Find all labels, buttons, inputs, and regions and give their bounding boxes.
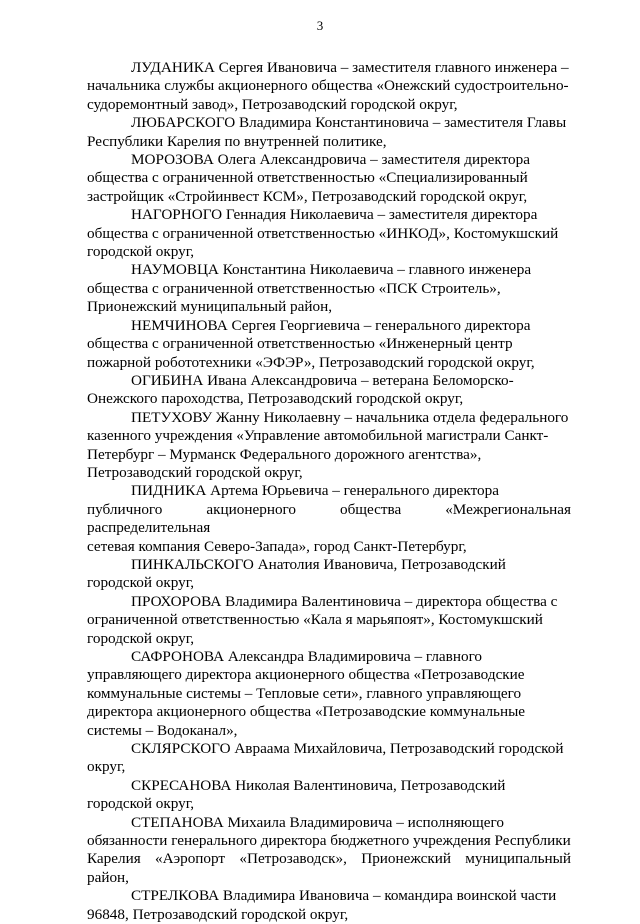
award-entry-pidnik: ПИДНИКА Артема Юрьевича – генерального директора публичного акционерного общества «Межрегиональная распределительная сетевая компания Северо-Запада», город Санкт-Петербург, xyxy=(87,482,571,555)
award-entry-pinkalsky: ПИНКАЛЬСКОГО Анатолия Ивановича, Петрозаводский городской округ, xyxy=(87,555,506,592)
award-entry-skresanov: СКРЕСАНОВА Николая Валентиновича, Петрозаводский городской округ, xyxy=(87,776,506,813)
award-entry-nagorny: НАГОРНОГО Геннадия Николаевича – заместителя директора общества с ограниченной ответственностью «ИНКОД», Костомукшский городской округ, xyxy=(87,206,559,261)
award-entry-nemchinov: НЕМЧИНОВА Сергея Георгиевича – генерального директора общества с ограниченной ответственностью «Инженерный центр пожарной робототехники «ЭФЭР», Петрозаводский городской округ, xyxy=(87,316,535,371)
page-number: 3 xyxy=(316,18,324,33)
award-entry-sklyarsky: СКЛЯРСКОГО Авраама Михайловича, Петрозаводский городской округ, xyxy=(87,740,564,776)
award-entry-strelkov: СТРЕЛКОВА Владимира Ивановича – командира воинской части 96848, Петрозаводский городской округ, xyxy=(87,887,557,923)
award-entry-morozov: МОРОЗОВА Олега Александровича – заместителя директора общества с ограниченной ответственностью «Специализированный застройщик «Стройинвест КСМ», Петрозаводский городской округ, xyxy=(87,151,530,205)
document-body xyxy=(87,59,571,924)
award-entry-prokhorov: ПРОХОРОВА Владимира Валентиновича – директора общества с ограниченной ответственностью «Кала я марьяпоят», Костомукшский городской округ, xyxy=(87,592,558,647)
award-entry-stepanov: СТЕПАНОВА Михаила Владимировича – исполняющего обязанности генерального директора бюджетного учреждения Республики Карелия «Аэропорт «Петрозаводск», Прионежский муниципальный район, xyxy=(87,813,571,886)
award-entry-luldanika: ЛУДАНИКА Сергея Ивановича – заместителя главного инженера – начальника службы акционерного общества «Онежский судостроительно- судоремонтный завод», Петрозаводский городской округ, xyxy=(87,59,569,113)
award-entry-petukhova: ПЕТУХОВУ Жанну Николаевну – начальника отдела федерального казенного учреждения «Управление автомобильной магистрали Санкт- Петербург – Мурманск Федерального дорожного агентства», Петрозаводский городской округ, xyxy=(87,408,569,481)
award-entry-ogibin: ОГИБИНА Ивана Александровича – ветерана Беломорско- Онежского пароходства, Петрозаводский городской округ, xyxy=(87,371,514,408)
award-entry-safronov: САФРОНОВА Александра Владимировича – главного управляющего директора акционерного общества «Петрозаводские коммунальные системы – Тепловые сети», главного управляющего директора акционерного общества «Петрозаводские коммунальные системы – Водоканал», xyxy=(87,648,526,739)
award-entry-naumovets: НАУМОВЦА Константина Николаевича – главного инженера общества с ограниченной ответственностью «ПСК Строитель», Прионежский муниципальный район, xyxy=(87,261,532,316)
award-entry-lyubarsky: ЛЮБАРСКОГО Владимира Константиновича – заместителя Главы Республики Карелия по внутренней политике, xyxy=(87,114,567,150)
